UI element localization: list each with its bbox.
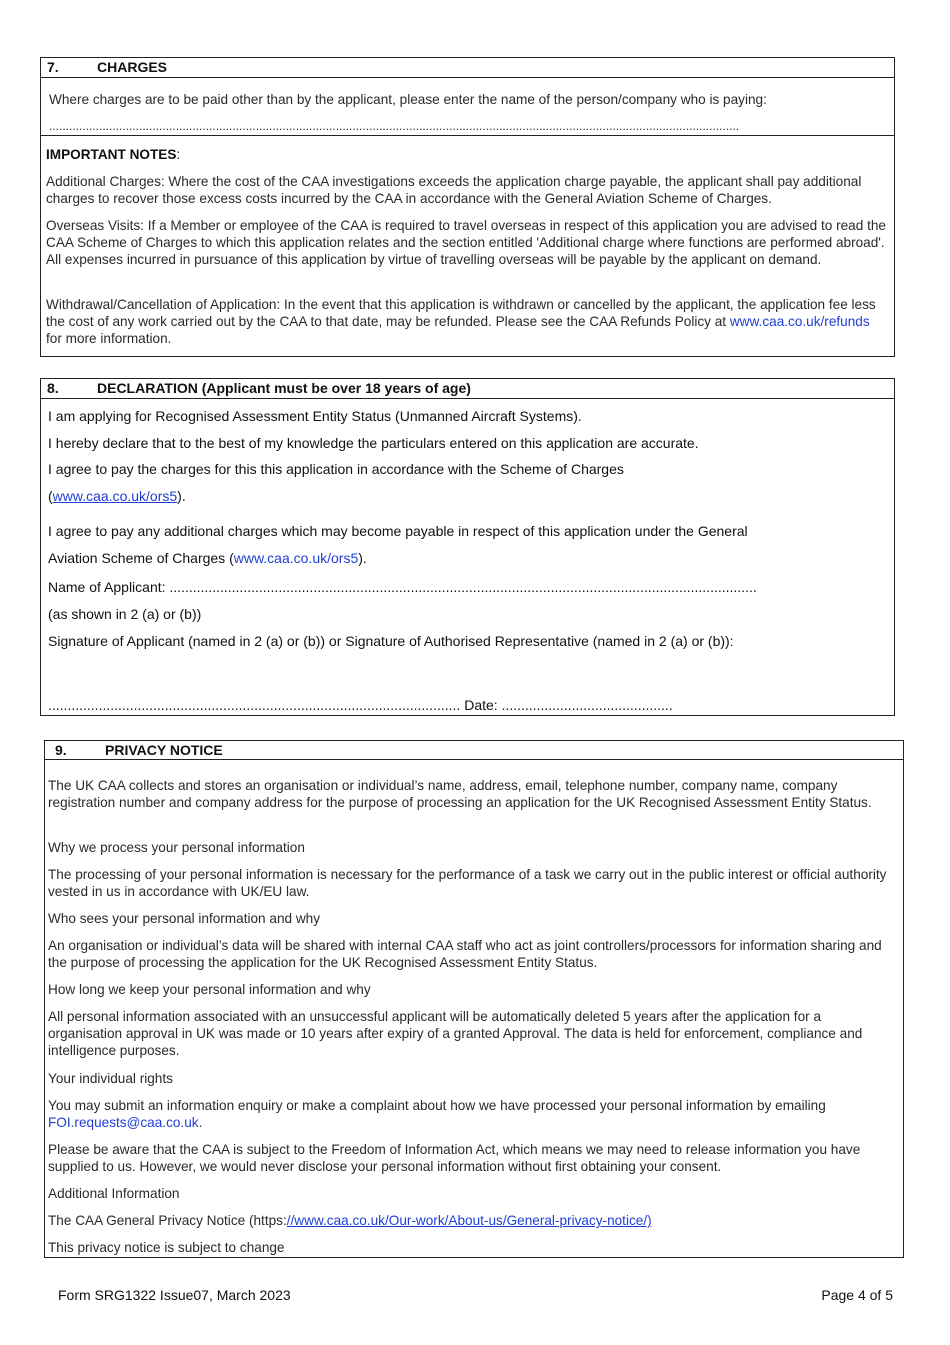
important-notes-colon: :	[176, 147, 181, 162]
how-long-heading: How long we keep your personal information and why	[48, 982, 371, 997]
applicant-name-field[interactable]: .......................................................................................................................................................	[169, 579, 757, 595]
who-heading: Who sees your personal information and why	[48, 911, 321, 926]
general-privacy-text: The CAA General Privacy Notice (https:	[48, 1213, 287, 1228]
section-7-number: 7.	[47, 59, 59, 75]
section-8-declaration	[40, 378, 895, 716]
foi-act-text: Please be aware that the CAA is subject to the Freedom of Information Act, which means we may need to release information you have supplied to us. However, we would never disclose your personal information without first obtaining your consent.	[48, 1142, 861, 1174]
refunds-link[interactable]: www.caa.co.uk/refunds	[729, 314, 870, 329]
page-number: Page 4 of 5	[821, 1287, 893, 1303]
general-privacy-link[interactable]: //www.caa.co.uk/Our-work/About-us/General-privacy-notice/)	[286, 1213, 652, 1228]
declaration-line-1: I am applying for Recognised Assessment Entity Status (Unmanned Aircraft Systems).	[48, 408, 582, 424]
rights-heading: Your individual rights	[48, 1071, 173, 1086]
section-7-title: CHARGES	[97, 59, 168, 75]
section-9-number: 9.	[55, 742, 67, 758]
additional-charges-note: Additional Charges: Where the cost of the CAA investigations exceeds the application charge payable, the applicant shall pay additional charges to recover those excess costs incurred by the CAA in accordance with the General Aviation Scheme of Charges.	[46, 174, 862, 206]
section-7-header	[41, 58, 894, 78]
rights-text-body: You may submit an information enquiry or make a complaint about how we have processed your personal information by emailing	[48, 1098, 826, 1113]
date-label: Date:	[464, 697, 502, 713]
withdrawal-note	[46, 296, 888, 347]
foi-email-link[interactable]: FOI.requests@caa.co.uk	[48, 1115, 199, 1130]
declaration-line-4: I agree to pay any additional charges which may become payable in respect of this application under the General	[48, 523, 748, 539]
signature-label: Signature of Applicant (named in 2 (a) or (b)) or Signature of Authorised Representative (named in 2 (a) or (b)):	[48, 633, 734, 649]
why-heading: Why we process your personal information	[48, 840, 305, 855]
withdrawal-text: Withdrawal/Cancellation of Application: In the event that this application is withdrawn or cancelled by the applicant, the application fee less the cost of any work carried out by the CAA to that date, may be refunded. Please see the CAA Refunds Policy at	[46, 297, 876, 329]
section-8-header	[41, 379, 894, 399]
charges-intro: Where charges are to be paid other than by the applicant, please enter the name of the person/company who is paying:	[49, 92, 767, 107]
charges-divider	[41, 135, 894, 136]
privacy-collection-text: The UK CAA collects and stores an organisation or individual’s name, address, email, telephone number, company name, company registration number and company address for the purpose of processing an application for the UK Recognised Assessment Entity Status.	[48, 778, 872, 810]
applicant-name-label: Name of Applicant:	[48, 579, 170, 595]
privacy-change-note: This privacy notice is subject to change	[48, 1240, 285, 1255]
declaration-ors5-line	[48, 488, 186, 505]
form-id: Form SRG1322 Issue07, March 2023	[58, 1287, 291, 1303]
declaration-line-5	[48, 550, 367, 567]
additional-info-heading: Additional Information	[48, 1186, 180, 1201]
rights-text	[48, 1097, 893, 1131]
declaration-line-3: I agree to pay the charges for this this application in accordance with the Scheme of Charges	[48, 461, 624, 477]
important-notes-heading	[46, 146, 180, 163]
payer-name-field[interactable]: ...............................................................................................................................................................................................................	[49, 119, 740, 133]
withdrawal-end: for more information.	[46, 331, 172, 346]
section-9-title: PRIVACY NOTICE	[105, 742, 223, 758]
why-text: The processing of your personal information is necessary for the performance of a task we carry out in the public interest or official authority vested in us in accordance with UK/EU law.	[48, 867, 887, 899]
overseas-visits-note: Overseas Visits: If a Member or employee of the CAA is required to travel overseas in respect of this application you are advised to read the CAA Scheme of Charges to which this application relates and the section entitled 'Additional charge where functions are performed abroad'. All expenses incurred in pursuance of this application by virtue of travelling overseas will be payable by the applicant on demand.	[46, 218, 886, 267]
applicant-name-row	[48, 579, 757, 596]
section-9-privacy	[44, 740, 904, 1258]
date-field[interactable]: ............................................	[501, 697, 673, 713]
how-long-text: All personal information associated with an unsuccessful applicant will be automatically deleted 5 years after the application for a organisation approval in UK was made or 10 years after expiry of a granted Approval. The data is held for enforcement, compliance and intelligence purposes.	[48, 1009, 863, 1058]
who-text: An organisation or individual’s data will be shared with internal CAA staff who act as joint controllers/processors for information sharing and the purpose of processing the application for the UK Recognised Assessment Entity Status.	[48, 938, 882, 970]
ors5-link-2[interactable]: www.caa.co.uk/ors5	[233, 550, 359, 566]
line-5-end: ).	[358, 550, 367, 566]
signature-date-row	[48, 697, 673, 714]
as-shown-note: (as shown in 2 (a) or (b))	[48, 606, 202, 622]
rights-text-end: .	[198, 1115, 203, 1130]
general-privacy-line	[48, 1212, 652, 1229]
declaration-line-2: I hereby declare that to the best of my knowledge the particulars entered on this application are accurate.	[48, 435, 699, 451]
paren-open: (	[48, 488, 53, 504]
ors5-link[interactable]: www.caa.co.uk/ors5	[52, 488, 178, 504]
section-7-charges	[40, 57, 895, 357]
important-notes-label: IMPORTANT NOTES	[46, 147, 177, 162]
line-5-start: Aviation Scheme of Charges (	[48, 550, 234, 566]
section-8-title: DECLARATION (Applicant must be over 18 years of age)	[97, 380, 471, 396]
section-9-header	[45, 741, 903, 760]
signature-field[interactable]: ..........................................................................................................	[48, 697, 465, 713]
section-8-number: 8.	[47, 380, 59, 396]
paren-close: ).	[177, 488, 186, 504]
